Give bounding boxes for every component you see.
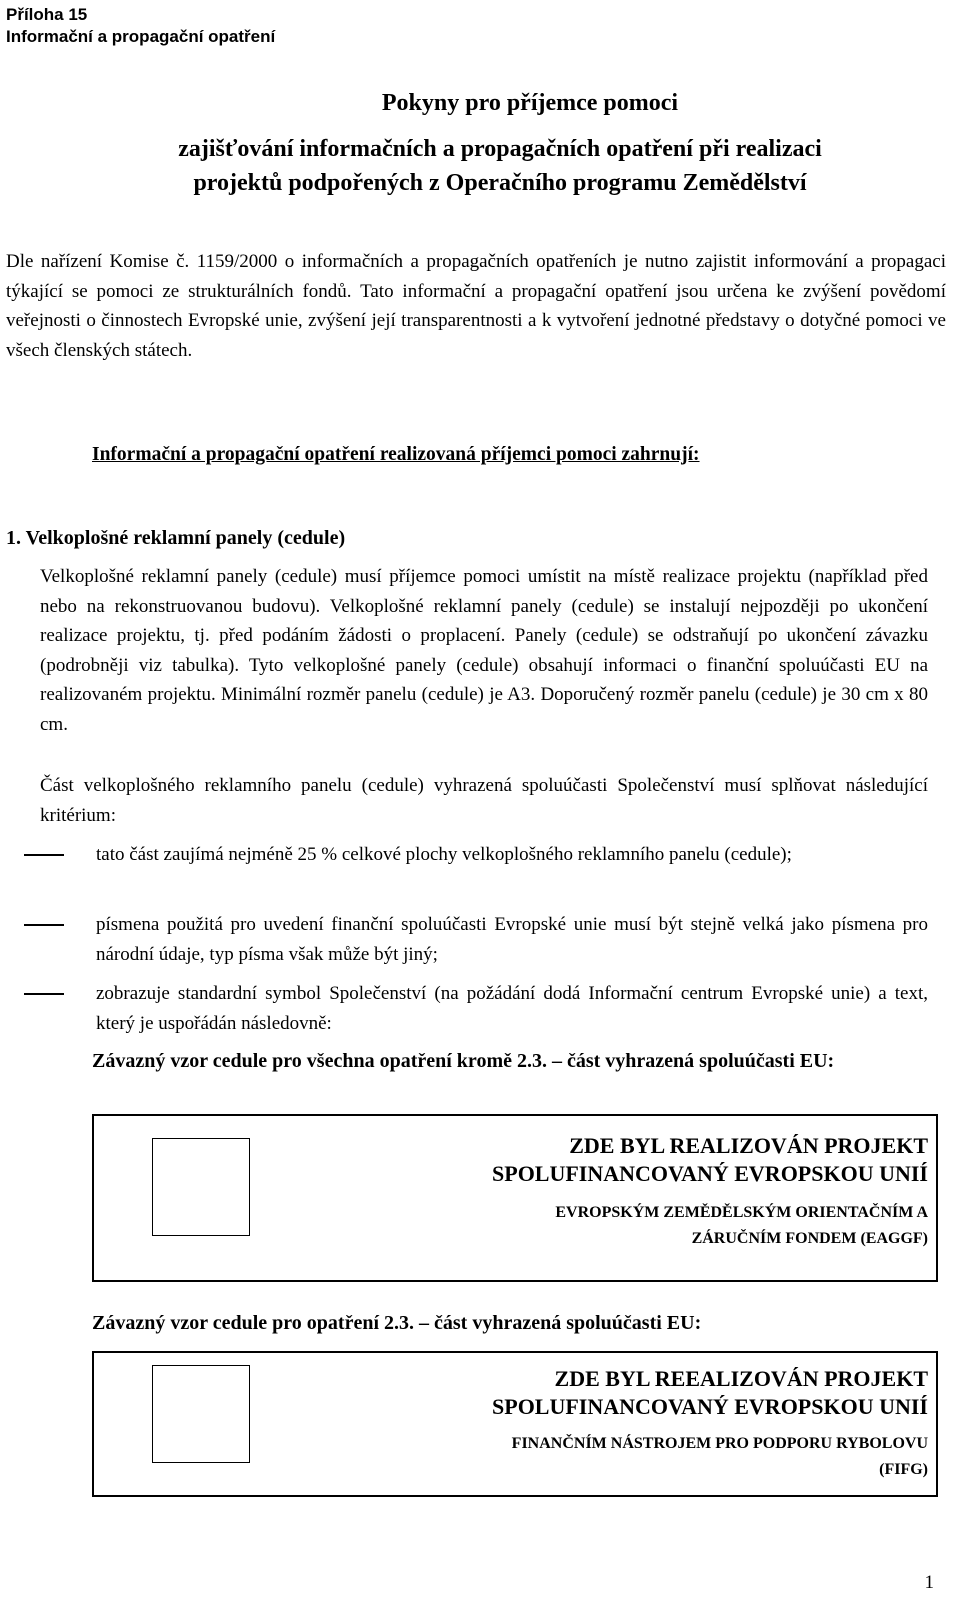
list-item-text: zobrazuje standardní symbol Společenství (na požádání dodá Informační centrum Evropské unie) a text, který je uspořádán následovně: [96,983,928,1034]
document-title [0,88,960,118]
section-1-paragraph-2: Část velkoplošného reklamního panelu (cedule) vyhrazená spoluúčasti Společenství musí splňovat následující kritérium: [40,775,928,826]
sign-template-1-text [492,1132,928,1252]
section-1-title: 1. Velkoplošné reklamní panely (cedule) [6,527,346,549]
eu-symbol-placeholder [152,1365,250,1463]
section-subheading: Informační a propagační opatření realizovaná příjemci pomoci zahrnují: [92,444,700,465]
annex-subtitle: Informační a propagační opatření [6,27,276,46]
dash-bullet [24,979,66,995]
title-line-2: zajišťování informačních a propagačních opatření při realizaci [178,136,822,162]
intro-paragraph: Dle nařízení Komise č. 1159/2000 o informačních a propagačních opatřeních je nutno zajistit informování a propagaci týkající se pomoci ze strukturálních fondů. Tato informační a propagační opatření jsou určena ke zvýšení povědomí veřejnosti o činnostech Evropské unie, zvýšení její transparentnosti a k vytvoření jednotné představy o dotyčné pomoci ve všech členských státech. [6,251,946,361]
document-title-block [100,132,900,200]
template-2-heading: Závazný vzor cedule pro opatření 2.3. – část vyhrazená spoluúčasti EU: [92,1312,702,1334]
sign-line-4: ZÁRUČNÍM FONDEM (EAGGF) [691,1230,928,1247]
sign-line-2: SPOLUFINANCOVANÝ EVROPSKOU UNIÍ [492,1161,928,1186]
annex-label: Příloha 15 [6,5,88,24]
sign-line-3: FINANČNÍM NÁSTROJEM PRO PODPORU RYBOLOVU [511,1435,928,1452]
sign-template-1 [92,1114,938,1282]
dash-bullet [24,910,66,926]
template-1-heading: Závazný vzor cedule pro všechna opatření kromě 2.3. – část vyhrazená spoluúčasti EU: [92,1050,835,1072]
sign-line-1: ZDE BYL REEALIZOVÁN PROJEKT [554,1366,928,1391]
sign-template-2 [92,1351,938,1497]
list-item-text: písmena použitá pro uvedení finanční spoluúčasti Evropské unie musí být stejně velká jako písmena pro národní údaje, typ písma však může být jiný; [96,914,928,965]
list-item-text: tato část zaujímá nejméně 25 % celkové plochy velkoplošného reklamního panelu (cedule); [96,844,792,865]
sign-line-1: ZDE BYL REALIZOVÁN PROJEKT [569,1133,928,1158]
sign-line-3: EVROPSKÝM ZEMĚDĚLSKÝM ORIENTAČNÍM A [555,1204,928,1221]
title-line-3: projektů podpořených z Operačního programu Zemědělství [193,170,807,196]
title-line-1: Pokyny pro příjemce pomoci [381,90,679,116]
section-1-paragraph-1: Velkoplošné reklamní panely (cedule) musí příjemce pomoci umístit na místě realizace projektu (například před nebo na rekonstruovanou budovu). Velkoplošné reklamní panely (cedule) se instalují nejpozději po ukončení realizace projektu, tj. před podáním žádosti o proplacení. Panely (cedule) se odstraňují po ukončení závazku (podrobněji viz tabulka). Tyto velkoplošné panely (cedule) obsahují informaci o finanční spoluúčasti EU na realizovaném projektu. Minimální rozměr panelu (cedule) je A3. Doporučený rozměr panelu (cedule) je 30 cm x 80 cm. [40,566,928,735]
dash-bullet [24,840,66,856]
sign-line-2: SPOLUFINANCOVANÝ EVROPSKOU UNIÍ [492,1394,928,1419]
sign-line-4: (FIFG) [879,1461,928,1478]
eu-symbol-placeholder [152,1138,250,1236]
page-number: 1 [924,1572,934,1593]
sign-template-2-text [492,1365,928,1483]
document-header [6,4,275,48]
